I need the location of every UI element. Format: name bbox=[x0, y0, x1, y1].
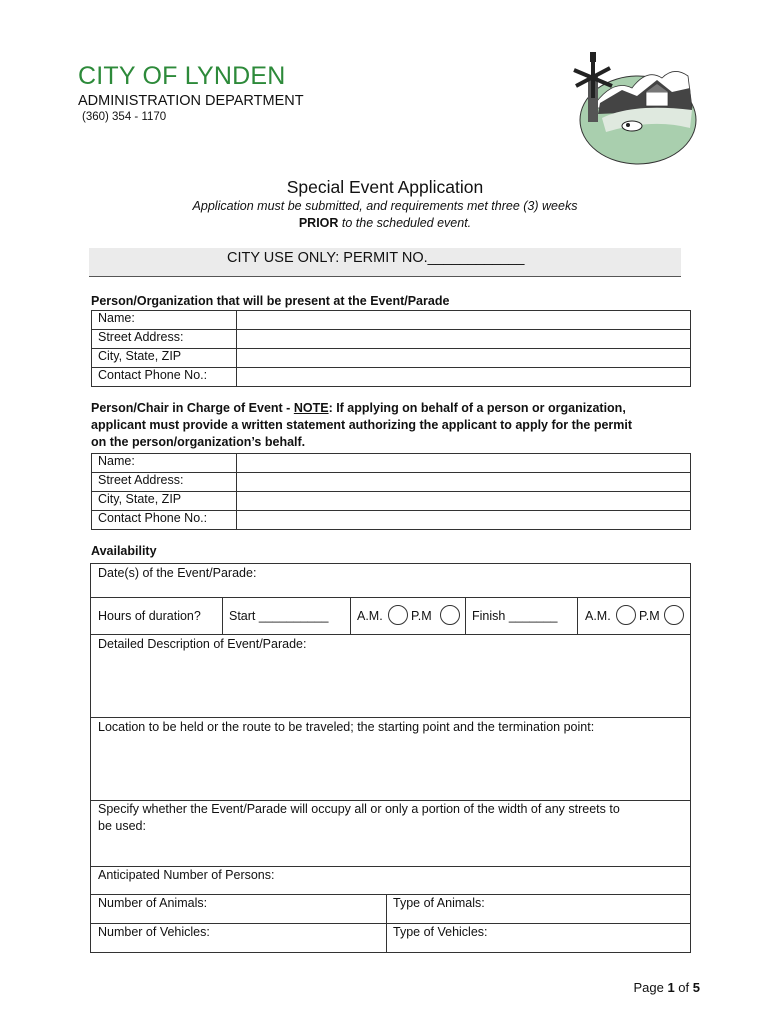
description-input-area[interactable] bbox=[90, 634, 691, 717]
description-label: Detailed Description of Event/Parade: bbox=[98, 637, 307, 651]
page-pre: Page bbox=[633, 980, 668, 995]
page-total: 5 bbox=[692, 980, 700, 995]
dates-label: Date(s) of the Event/Parade: bbox=[98, 566, 257, 580]
table-row bbox=[92, 454, 691, 473]
location-input-area[interactable] bbox=[90, 717, 691, 800]
pm-radio-finish[interactable] bbox=[664, 605, 684, 625]
row-label: Name: bbox=[92, 454, 237, 473]
section2-heading-pre: Person/Chair in Charge of Event - bbox=[91, 401, 294, 415]
row-label: Contact Phone No.: bbox=[92, 511, 237, 530]
city-name: CITY OF LYNDEN bbox=[78, 62, 286, 90]
department-phone: (360) 354 - 1170 bbox=[82, 111, 167, 123]
am-label-finish: A.M. bbox=[585, 609, 611, 623]
section2-heading-line1 bbox=[91, 401, 626, 415]
hours-label: Hours of duration? bbox=[98, 609, 201, 623]
form-title: Special Event Application bbox=[286, 177, 484, 197]
phone-input-cell[interactable] bbox=[237, 368, 691, 387]
row-label: City, State, ZIP bbox=[92, 349, 237, 368]
availability-heading: Availability bbox=[91, 544, 157, 558]
table-row bbox=[92, 473, 691, 492]
page-current: 1 bbox=[667, 980, 675, 995]
am-radio-start[interactable] bbox=[388, 605, 408, 625]
subtitle-rest: to the scheduled event. bbox=[338, 216, 472, 230]
table-row bbox=[92, 349, 691, 368]
divider bbox=[90, 866, 691, 867]
vehicles-type-label: Type of Vehicles: bbox=[393, 925, 488, 939]
divider bbox=[90, 923, 691, 924]
name-input-cell[interactable] bbox=[237, 454, 691, 473]
city-use-only-box bbox=[89, 248, 681, 277]
form-subtitle-line2 bbox=[0, 216, 770, 230]
streets-label-line1: Specify whether the Event/Parade will occupy all or only a portion of the width of any streets to bbox=[98, 802, 620, 816]
table-row bbox=[92, 511, 691, 530]
table-row bbox=[92, 368, 691, 387]
divider bbox=[90, 894, 691, 895]
page-number bbox=[633, 980, 700, 995]
divider bbox=[222, 597, 223, 635]
section2-heading-line2: applicant must provide a written statement authorizing the applicant to apply for the permit bbox=[91, 418, 633, 432]
section2-table bbox=[91, 453, 691, 530]
pm-label-start: P.M bbox=[411, 609, 432, 623]
city-state-zip-input-cell[interactable] bbox=[237, 492, 691, 511]
street-input-cell[interactable] bbox=[237, 473, 691, 492]
row-label: City, State, ZIP bbox=[92, 492, 237, 511]
street-input-cell[interactable] bbox=[237, 330, 691, 349]
page-of: of bbox=[674, 980, 693, 995]
city-state-zip-input-cell[interactable] bbox=[237, 349, 691, 368]
section2-heading-rest: : If applying on behalf of a person or organization, bbox=[328, 401, 626, 415]
streets-input-area[interactable] bbox=[90, 800, 691, 866]
divider bbox=[577, 597, 578, 635]
note-label: NOTE bbox=[293, 401, 329, 415]
section1-heading: Person/Organization that will be present at the Event/Parade bbox=[91, 294, 450, 308]
name-input-cell[interactable] bbox=[237, 311, 691, 330]
prior-label: PRIOR bbox=[298, 216, 339, 230]
table-row bbox=[92, 330, 691, 349]
am-radio-finish[interactable] bbox=[616, 605, 636, 625]
am-label-start: A.M. bbox=[357, 609, 383, 623]
row-label: Contact Phone No.: bbox=[92, 368, 237, 387]
pm-radio-start[interactable] bbox=[440, 605, 460, 625]
section2-heading-line3: on the person/organization’s behalf. bbox=[91, 435, 306, 449]
dates-input-area[interactable] bbox=[90, 563, 691, 598]
animals-number-label: Number of Animals: bbox=[98, 896, 208, 910]
permit-number-label: CITY USE ONLY: PERMIT NO.____________ bbox=[227, 250, 525, 266]
location-label: Location to be held or the route to be traveled; the starting point and the termination point: bbox=[98, 720, 595, 734]
divider bbox=[465, 597, 466, 635]
section1-table bbox=[91, 310, 691, 387]
city-logo-icon bbox=[562, 48, 698, 166]
phone-input-cell[interactable] bbox=[237, 511, 691, 530]
department-name: ADMINISTRATION DEPARTMENT bbox=[78, 93, 304, 109]
persons-label: Anticipated Number of Persons: bbox=[98, 868, 275, 882]
streets-label-line2: be used: bbox=[98, 819, 146, 833]
animals-type-label: Type of Animals: bbox=[393, 896, 485, 910]
row-label: Street Address: bbox=[92, 473, 237, 492]
divider bbox=[90, 597, 691, 598]
finish-time-field[interactable]: Finish _______ bbox=[472, 609, 558, 623]
divider bbox=[350, 597, 351, 635]
start-time-field[interactable]: Start __________ bbox=[229, 609, 329, 623]
pm-label-finish: P.M bbox=[639, 609, 660, 623]
row-label: Street Address: bbox=[92, 330, 237, 349]
row-label: Name: bbox=[92, 311, 237, 330]
vehicles-number-label: Number of Vehicles: bbox=[98, 925, 210, 939]
table-row bbox=[92, 492, 691, 511]
form-subtitle-line1: Application must be submitted, and requirements met three (3) weeks bbox=[192, 199, 578, 213]
table-row bbox=[92, 311, 691, 330]
